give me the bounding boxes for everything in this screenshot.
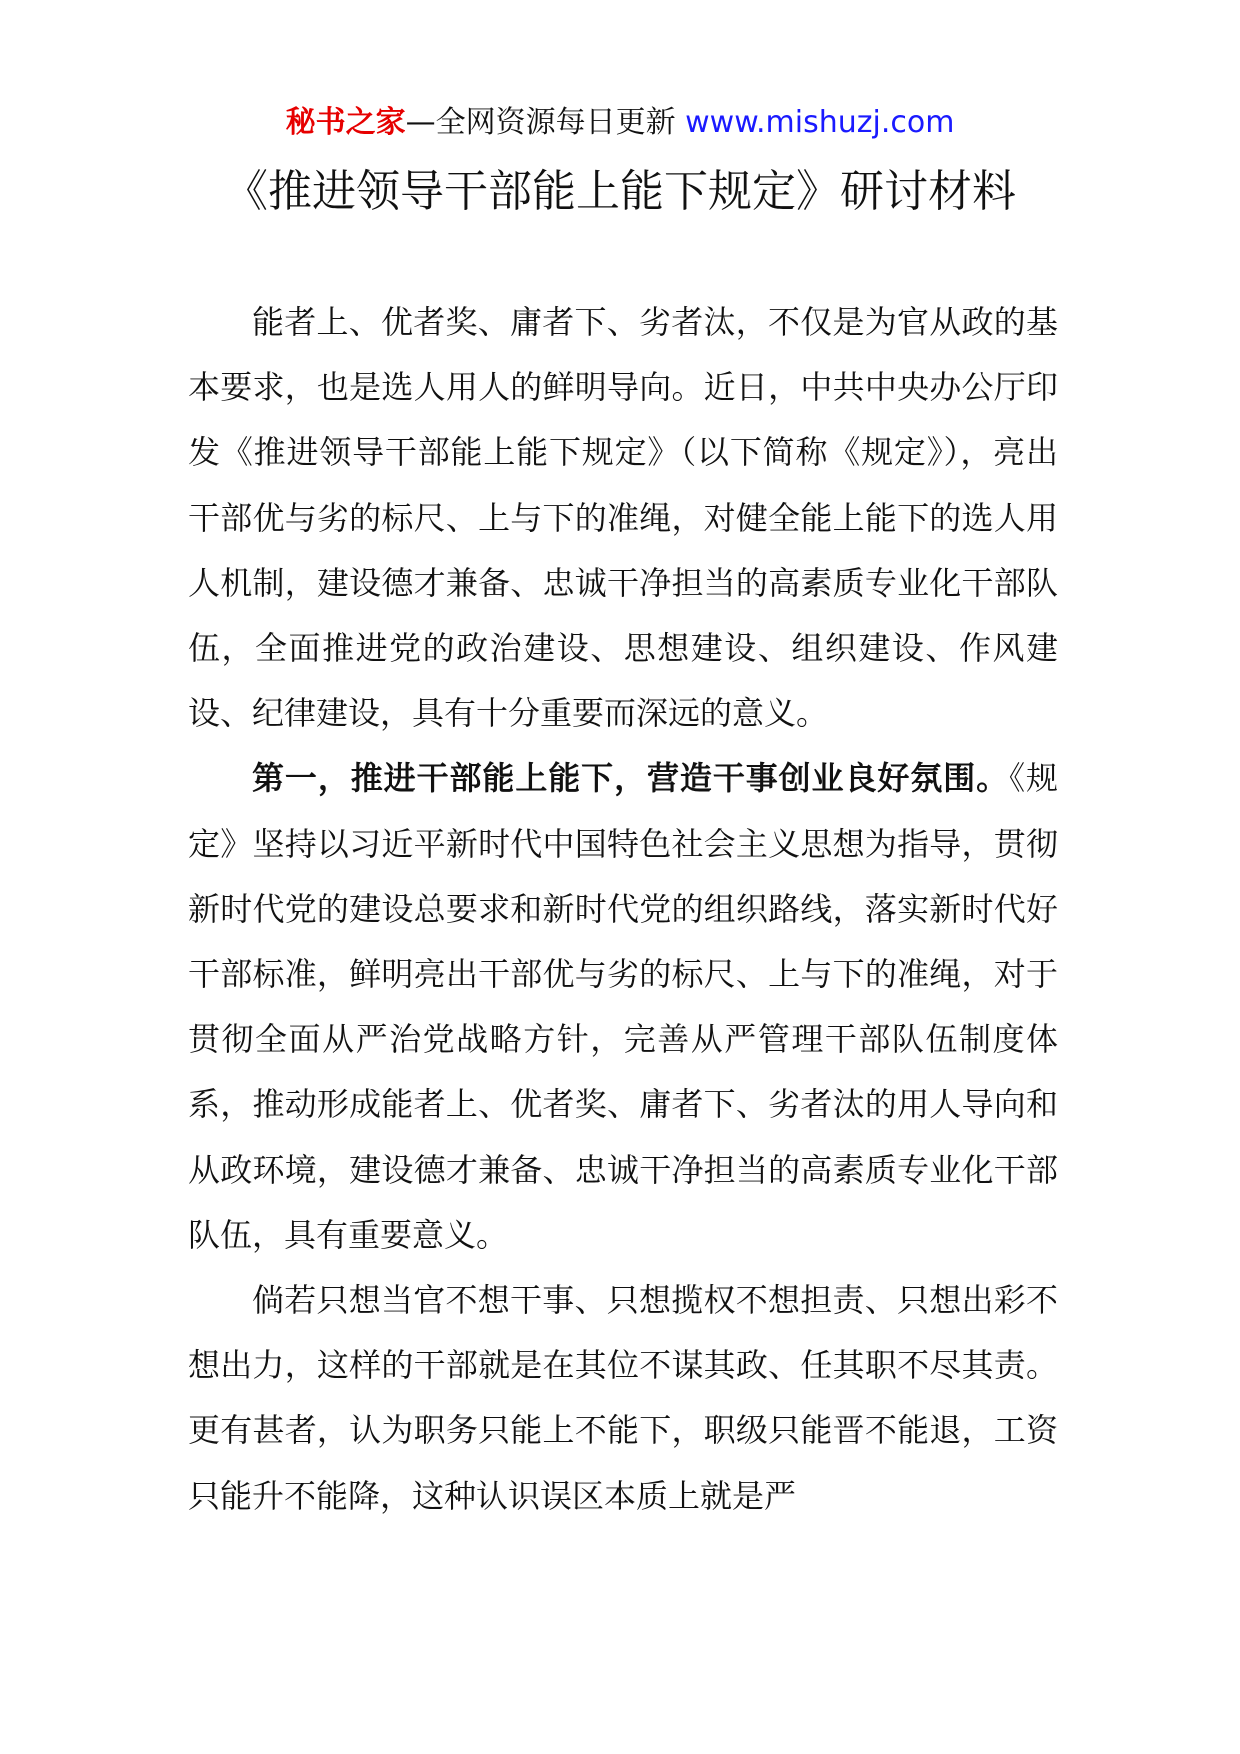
site-slogan: —全网资源每日更新 [405, 105, 676, 140]
paragraph-2 [188, 746, 1058, 1268]
document-body [188, 290, 1058, 1529]
paragraph-3-text: 倘若只想当官不想干事、只想揽权不想担责、只想出彩不想出力，这样的干部就是在其位不谋其政、任其职不尽其责。更有甚者，认为职务只能上不能下，职级只能晋不能退，工资只能升不能降，这种认识误区本质上就是严 [188, 1281, 1058, 1515]
site-brand: 秘书之家 [285, 105, 406, 140]
paragraph-1 [188, 290, 1058, 746]
paragraph-2-lead: 第一，推进干部能上能下，营造干事创业良好氛围。 [252, 759, 1010, 798]
paragraph-1-text: 能者上、优者奖、庸者下、劣者汰，不仅是为官从政的基本要求，也是选人用人的鲜明导向。近日，中共中央办公厅印发《推进领导干部能上能下规定》（以下简称《规定》），亮出干部优与劣的标尺、上与下的准绳，对健全能上能下的选人用人机制，建设德才兼备、忠诚干净担当的高素质专业化干部队伍，全面推进党的政治建设、思想建设、组织建设、作风建设、纪律建设，具有十分重要而深远的意义。 [188, 303, 1058, 733]
paragraph-3 [188, 1268, 1058, 1529]
site-url-link[interactable]: www.mishuzj.com [685, 105, 955, 140]
paragraph-2-text: 《规定》坚持以习近平新时代中国特色社会主义思想为指导，贯彻新时代党的建设总要求和新时代党的组织路线，落实新时代好干部标准，鲜明亮出干部优与劣的标尺、上与下的准绳，对于贯彻全面从严治党战略方针，完善从严管理干部队伍制度体系，推动形成能者上、优者奖、庸者下、劣者汰的用人导向和从政环境，建设德才兼备、忠诚干净担当的高素质专业化干部队伍，具有重要意义。 [188, 759, 1058, 1254]
site-header [0, 98, 1240, 148]
document-title: 《推进领导干部能上能下规定》研讨材料 [224, 166, 1016, 217]
